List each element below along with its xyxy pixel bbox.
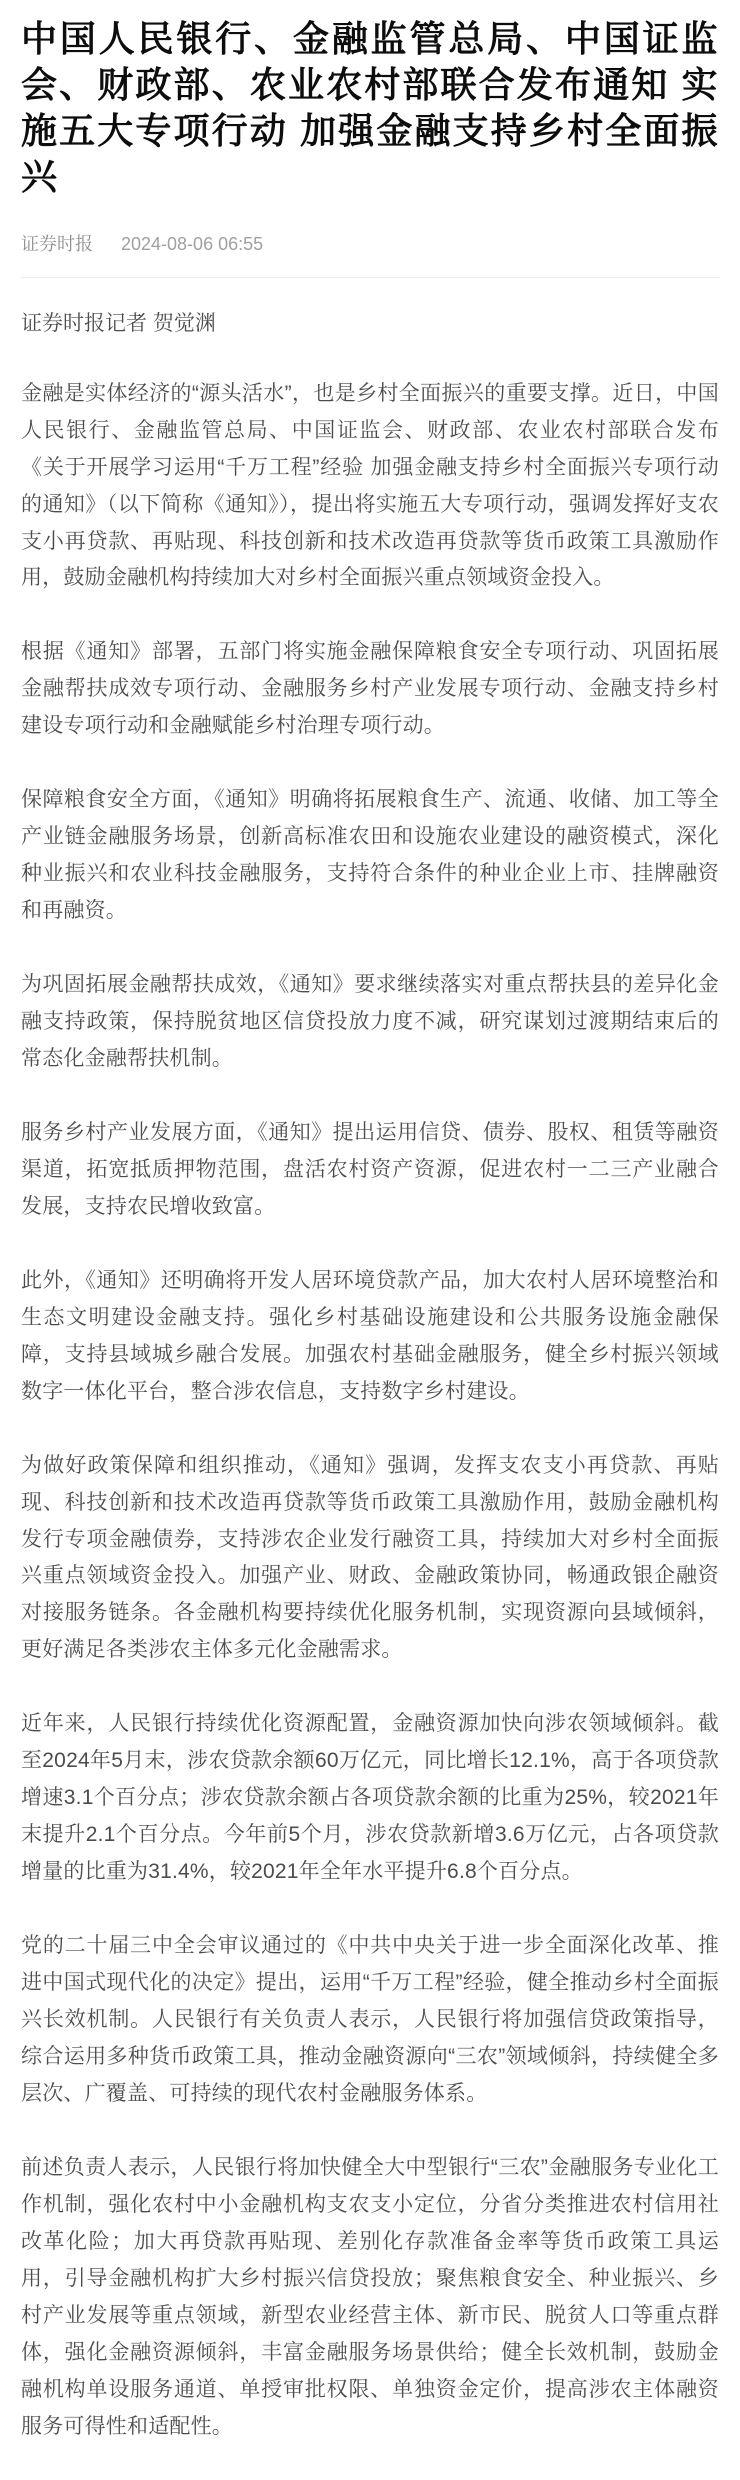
article-paragraph: 服务乡村产业发展方面，《通知》提出运用信贷、债券、股权、租赁等融资渠道，拓宽抵质押物范围，盘活农村资产资源，促进农村一二三产业融合发展，支持农民增收致富。: [21, 1120, 719, 1218]
header-divider: [21, 277, 719, 278]
byline: 证券时报记者 贺觉渊: [21, 312, 216, 336]
article-paragraph: 近年来，人民银行持续优化资源配置，金融资源加快向涉农领域倾斜。截至2024年5月末，涉农贷款余额60万亿元，同比增长12.1%，高于各项贷款增速3.1个百分点；涉农贷款余额占各项贷款余额的比重为25%，较2021年末提升2.1个百分点。今年前5个月，涉农贷款新增3.6万亿元，占各项贷款增量的比重为31.4%，较2021年全年水平提升6.8个百分点。: [21, 1712, 719, 1884]
article-meta: [21, 230, 719, 256]
article-paragraph: 此外，《通知》还明确将开发人居环境贷款产品，加大农村人居环境整治和生态文明建设金融支持。强化乡村基础设施建设和公共服务设施金融保障，支持县域城乡融合发展。加强农村基础金融服务，健全乡村振兴领域数字一体化平台，整合涉农信息，支持数字乡村建设。: [21, 1268, 719, 1403]
article-paragraph: 为做好政策保障和组织推动，《通知》强调，发挥支农支小再贷款、再贴现、科技创新和技术改造再贷款等货币政策工具激励作用，鼓励金融机构发行专项金融债券，支持涉农企业发行融资工具，持续加大对乡村全面振兴重点领域资金投入。加强产业、财政、金融政策协同，畅通政银企融资对接服务链条。各金融机构要持续优化服务机制，实现资源向县域倾斜，更好满足各类涉农主体多元化金融需求。: [21, 1453, 719, 1662]
article-paragraph: 根据《通知》部署，五部门将实施金融保障粮食安全专项行动、巩固拓展金融帮扶成效专项行动、金融服务乡村产业发展专项行动、金融支持乡村建设专项行动和金融赋能乡村治理专项行动。: [21, 640, 719, 738]
publish-datetime: 2024-08-06 06:55: [121, 234, 264, 255]
article-paragraph: 保障粮食安全方面，《通知》明确将拓展粮食生产、流通、收储、加工等全产业链金融服务场景，创新高标准农田和设施农业建设的融资模式，深化种业振兴和农业科技金融服务，支持符合条件的种业企业上市、挂牌融资和再融资。: [21, 788, 719, 923]
article-paragraph: 党的二十届三中全会审议通过的《中共中央关于进一步全面深化改革、推进中国式现代化的决定》提出，运用“千万工程”经验，健全推动乡村全面振兴长效机制。人民银行有关负责人表示，人民银行将加强信贷政策指导，综合运用多种货币政策工具，推动金融资源向“三农”领域倾斜，持续健全多层次、广覆盖、可持续的现代农村金融服务体系。: [21, 1934, 719, 2105]
article-paragraph: 金融是实体经济的“源头活水”，也是乡村全面振兴的重要支撑。近日，中国人民银行、金融监管总局、中国证监会、财政部、农业农村部联合发布《关于开展学习运用“千万工程”经验 加强金融支持乡村全面振兴专项行动的通知》（以下简称《通知》），提出将实施五大专项行动，强调发挥好支农支小再贷款、再贴现、科技创新和技术改造再贷款等货币政策工具激励作用，鼓励金融机构持续加大对乡村全面振兴重点领域资金投入。: [21, 381, 719, 590]
article-title: 中国人民银行、金融监管总局、中国证监会、财政部、农业农村部联合发布通知 实施五大专项行动 加强金融支持乡村全面振兴: [21, 18, 719, 198]
article-paragraph: 为巩固拓展金融帮扶成效，《通知》要求继续落实对重点帮扶县的差异化金融支持政策，保持脱贫地区信贷投放力度不减，研究谋划过渡期结束后的常态化金融帮扶机制。: [21, 973, 719, 1070]
article-paragraph: 前述负责人表示，人民银行将加快健全大中型银行“三农”金融服务专业化工作机制，强化农村中小金融机构支农支小定位，分省分类推进农村信用社改革化险；加大再贷款再贴现、差别化存款准备金率等货币政策工具运用，引导金融机构扩大乡村振兴信贷投放；聚焦粮食安全、种业振兴、乡村产业发展等重点领域，新型农业经营主体、新市民、脱贫人口等重点群体，强化金融资源倾斜，丰富金融服务场景供给；健全长效机制，鼓励金融机构单设服务通道、单授审批权限、单独资金定价，提高涉农主体融资服务可得性和适配性。: [21, 2155, 719, 2438]
source-name[interactable]: 证券时报: [21, 234, 93, 255]
